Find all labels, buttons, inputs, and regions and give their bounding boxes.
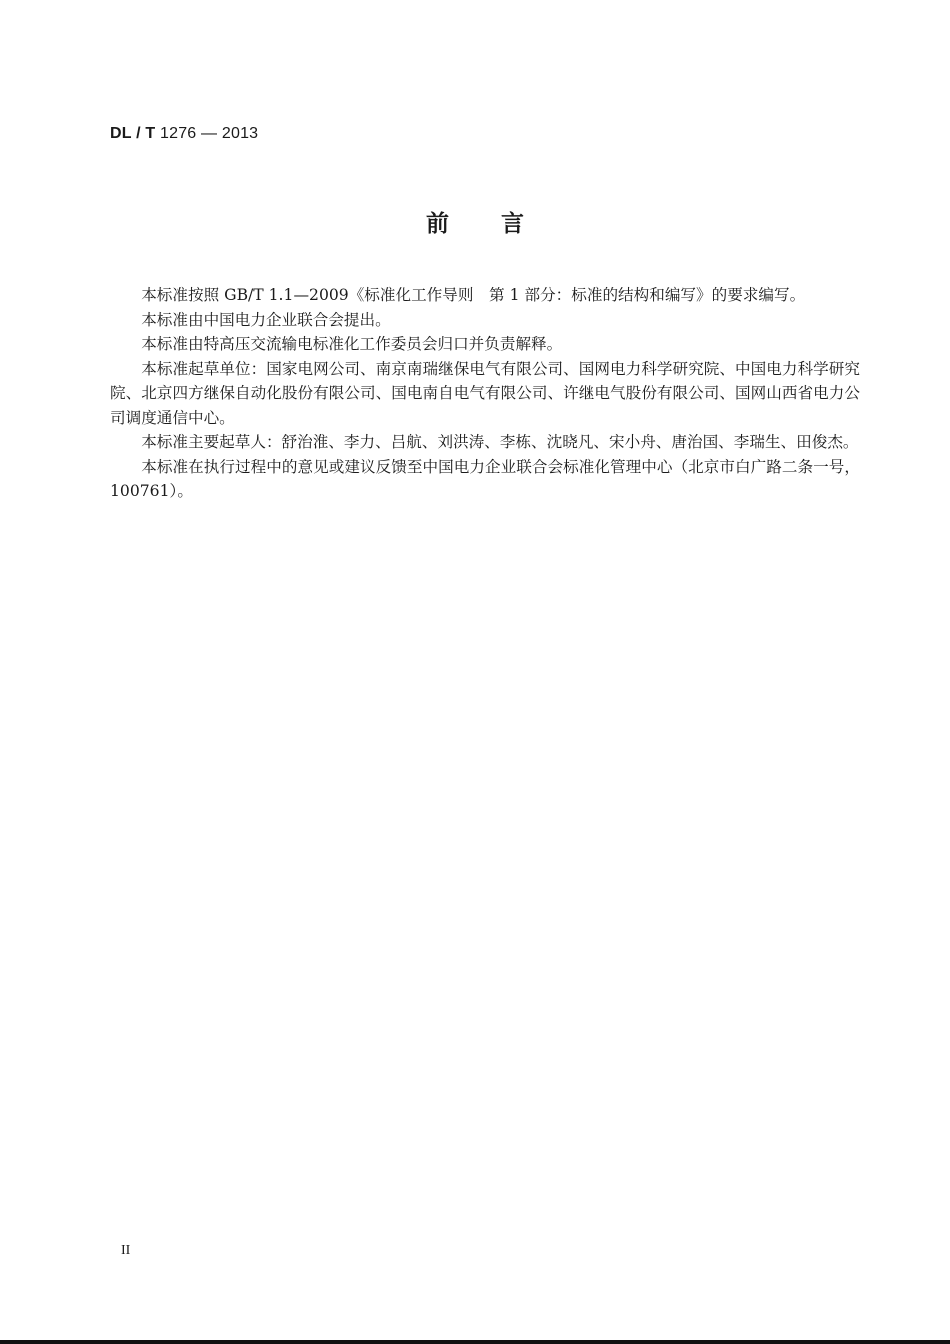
page-title: 前言 <box>426 211 576 237</box>
paragraph-proposer: 本标准由中国电力企业联合会提出。 <box>141 310 391 329</box>
bottom-divider <box>0 1340 950 1344</box>
paragraph-drafting-units: 本标准起草单位：国家电网公司、南京南瑞继保电气有限公司、国网电力科学研究院、中国电力科学研究院、北京四方继保自动化股份有限公司、国电南自电气有限公司、许继电气股份有限公司、国网山西省电力公司调度通信中心。 <box>110 359 860 427</box>
paragraph-administrator: 本标准由特高压交流输电标准化工作委员会归口并负责解释。 <box>141 335 563 353</box>
paragraph-drafting-rules: 本标准按照 GB/T 1.1—2009《标准化工作导则 第 1 部分：标准的结构和编写》的要求编写。 <box>141 286 806 304</box>
document-code <box>110 125 258 143</box>
paragraph-drafters: 本标准主要起草人：舒治淮、李力、吕航、刘洪涛、李栋、沈晓凡、宋小舟、唐治国、李瑞生、田俊杰。 <box>141 433 859 451</box>
document-code-prefix: DL / T <box>110 125 156 142</box>
paragraph-feedback: 本标准在执行过程中的意见或建议反馈至中国电力企业联合会标准化管理中心（北京市白广路二条一号，100761）。 <box>110 457 860 500</box>
foreword-body <box>110 283 860 504</box>
document-code-number: 1276 — 2013 <box>155 125 259 142</box>
page-number: II <box>121 1243 131 1258</box>
